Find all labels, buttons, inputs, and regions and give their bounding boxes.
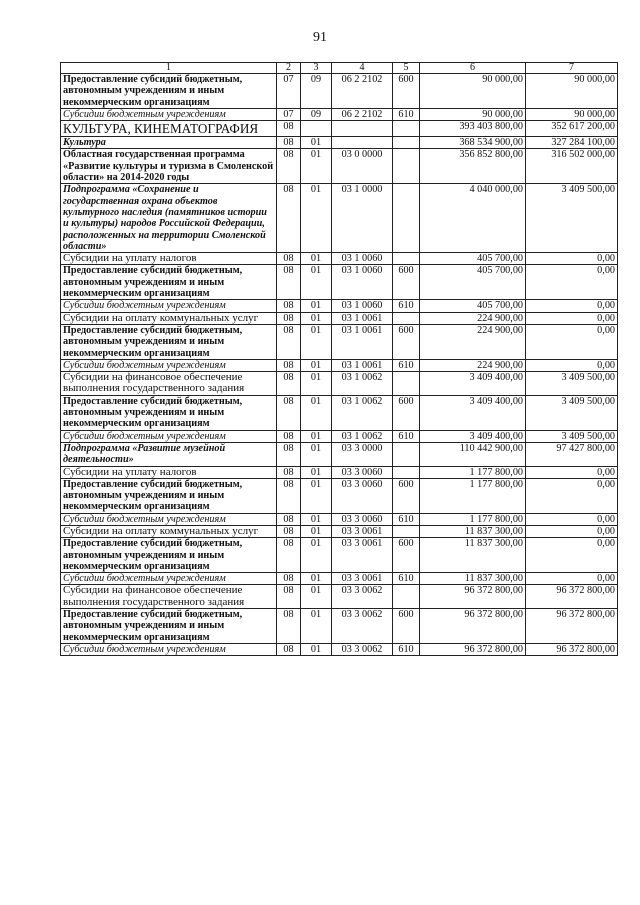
row-expense-type-cell: 600 xyxy=(393,609,420,644)
page-number: 91 xyxy=(313,30,327,45)
row-expense-type-cell xyxy=(393,137,420,149)
row-amount-2-cell: 3 409 500,00 xyxy=(526,430,618,442)
table-row xyxy=(61,525,618,537)
row-section-cell: 08 xyxy=(277,395,301,430)
row-subsection-cell: 01 xyxy=(301,324,332,359)
row-name-cell: Субсидии бюджетным учреждениям xyxy=(61,359,277,371)
row-section-cell: 08 xyxy=(277,430,301,442)
table-row xyxy=(61,253,618,265)
row-section-cell: 08 xyxy=(277,573,301,585)
row-amount-1-cell: 90 000,00 xyxy=(420,108,526,120)
row-amount-2-cell: 90 000,00 xyxy=(526,74,618,109)
table-row xyxy=(61,466,618,478)
row-subsection-cell: 01 xyxy=(301,372,332,396)
row-target-article-cell xyxy=(332,137,393,149)
row-section-cell: 08 xyxy=(277,513,301,525)
row-amount-2-cell: 0,00 xyxy=(526,265,618,300)
row-amount-1-cell: 90 000,00 xyxy=(420,74,526,109)
row-subsection-cell: 01 xyxy=(301,253,332,265)
row-name-cell: КУЛЬТУРА, КИНЕМАТОГРАФИЯ xyxy=(61,121,277,137)
row-subsection-cell: 01 xyxy=(301,573,332,585)
row-expense-type-cell xyxy=(393,466,420,478)
row-amount-2-cell: 0,00 xyxy=(526,525,618,537)
row-name-cell: Предоставление субсидий бюджетным, автономным учреждениям и иным некоммерческим организациям xyxy=(61,478,277,513)
row-name-cell: Субсидии на финансовое обеспечение выполнения государственного задания xyxy=(61,585,277,609)
row-amount-2-cell: 96 372 800,00 xyxy=(526,609,618,644)
table-row xyxy=(61,395,618,430)
row-section-cell: 08 xyxy=(277,372,301,396)
row-amount-1-cell: 224 900,00 xyxy=(420,359,526,371)
row-subsection-cell: 01 xyxy=(301,466,332,478)
row-target-article-cell: 03 3 0060 xyxy=(332,466,393,478)
row-subsection-cell: 01 xyxy=(301,525,332,537)
row-target-article-cell: 03 1 0062 xyxy=(332,372,393,396)
row-subsection-cell: 01 xyxy=(301,513,332,525)
row-amount-1-cell: 393 403 800,00 xyxy=(420,121,526,137)
header-cell: 3 xyxy=(301,63,332,74)
row-subsection-cell: 09 xyxy=(301,74,332,109)
row-section-cell: 08 xyxy=(277,585,301,609)
row-amount-2-cell: 0,00 xyxy=(526,538,618,573)
row-name-cell: Предоставление субсидий бюджетным, автономным учреждениям и иным некоммерческим организациям xyxy=(61,395,277,430)
row-amount-1-cell: 405 700,00 xyxy=(420,300,526,312)
row-amount-1-cell: 1 177 800,00 xyxy=(420,478,526,513)
row-amount-2-cell: 0,00 xyxy=(526,478,618,513)
row-section-cell: 08 xyxy=(277,525,301,537)
row-expense-type-cell xyxy=(393,121,420,137)
row-expense-type-cell: 610 xyxy=(393,643,420,655)
row-target-article-cell: 03 3 0061 xyxy=(332,525,393,537)
row-name-cell: Подпрограмма «Сохранение и государственная охрана объектов культурного наследия (памятников истории и культуры) народов Российской Федерации, расположенных на территории Смоленской области» xyxy=(61,184,277,253)
row-target-article-cell: 03 3 0061 xyxy=(332,573,393,585)
row-amount-2-cell: 0,00 xyxy=(526,324,618,359)
row-expense-type-cell: 600 xyxy=(393,395,420,430)
row-section-cell: 08 xyxy=(277,442,301,466)
row-section-cell: 08 xyxy=(277,121,301,137)
row-section-cell: 07 xyxy=(277,108,301,120)
table-row xyxy=(61,74,618,109)
row-amount-2-cell: 3 409 500,00 xyxy=(526,184,618,253)
row-target-article-cell: 03 1 0061 xyxy=(332,359,393,371)
row-target-article-cell: 03 3 0060 xyxy=(332,478,393,513)
row-expense-type-cell xyxy=(393,253,420,265)
row-target-article-cell: 03 1 0062 xyxy=(332,430,393,442)
row-target-article-cell: 03 1 0062 xyxy=(332,395,393,430)
table-row xyxy=(61,478,618,513)
row-expense-type-cell xyxy=(393,184,420,253)
row-section-cell: 08 xyxy=(277,300,301,312)
row-amount-2-cell: 90 000,00 xyxy=(526,108,618,120)
row-expense-type-cell: 610 xyxy=(393,430,420,442)
row-section-cell: 08 xyxy=(277,359,301,371)
row-expense-type-cell: 600 xyxy=(393,324,420,359)
row-name-cell: Субсидии бюджетным учреждениям xyxy=(61,573,277,585)
row-amount-1-cell: 3 409 400,00 xyxy=(420,430,526,442)
row-amount-2-cell: 0,00 xyxy=(526,466,618,478)
table-row xyxy=(61,513,618,525)
row-target-article-cell: 03 1 0060 xyxy=(332,300,393,312)
row-amount-1-cell: 405 700,00 xyxy=(420,253,526,265)
row-subsection-cell: 01 xyxy=(301,312,332,324)
table-row xyxy=(61,149,618,184)
row-name-cell: Субсидии бюджетным учреждениям xyxy=(61,643,277,655)
row-name-cell: Субсидии бюджетным учреждениям xyxy=(61,108,277,120)
header-cell: 7 xyxy=(526,63,618,74)
row-section-cell: 08 xyxy=(277,478,301,513)
row-amount-1-cell: 1 177 800,00 xyxy=(420,513,526,525)
row-target-article-cell: 03 1 0000 xyxy=(332,184,393,253)
row-target-article-cell: 03 3 0061 xyxy=(332,538,393,573)
header-cell: 4 xyxy=(332,63,393,74)
row-amount-1-cell: 224 900,00 xyxy=(420,312,526,324)
row-subsection-cell: 01 xyxy=(301,478,332,513)
table-row xyxy=(61,442,618,466)
row-amount-2-cell: 0,00 xyxy=(526,312,618,324)
row-amount-1-cell: 110 442 900,00 xyxy=(420,442,526,466)
row-amount-1-cell: 4 040 000,00 xyxy=(420,184,526,253)
row-amount-1-cell: 356 852 800,00 xyxy=(420,149,526,184)
row-amount-1-cell: 11 837 300,00 xyxy=(420,525,526,537)
row-target-article-cell: 03 3 0060 xyxy=(332,513,393,525)
row-name-cell: Субсидии на оплату коммунальных услуг xyxy=(61,312,277,324)
row-section-cell: 08 xyxy=(277,466,301,478)
table-row xyxy=(61,372,618,396)
row-subsection-cell: 01 xyxy=(301,442,332,466)
row-expense-type-cell: 600 xyxy=(393,478,420,513)
row-subsection-cell: 09 xyxy=(301,108,332,120)
table-row xyxy=(61,573,618,585)
row-target-article-cell: 03 1 0060 xyxy=(332,253,393,265)
row-target-article-cell xyxy=(332,121,393,137)
row-amount-1-cell: 96 372 800,00 xyxy=(420,609,526,644)
table-row xyxy=(61,184,618,253)
row-section-cell: 08 xyxy=(277,253,301,265)
row-amount-2-cell: 3 409 500,00 xyxy=(526,395,618,430)
table-header-row xyxy=(61,63,618,74)
row-section-cell: 08 xyxy=(277,312,301,324)
row-subsection-cell xyxy=(301,121,332,137)
row-amount-2-cell: 0,00 xyxy=(526,300,618,312)
row-name-cell: Предоставление субсидий бюджетным, автономным учреждениям и иным некоммерческим организациям xyxy=(61,609,277,644)
row-target-article-cell: 06 2 2102 xyxy=(332,108,393,120)
row-name-cell: Культура xyxy=(61,137,277,149)
header-cell: 2 xyxy=(277,63,301,74)
row-name-cell: Субсидии бюджетным учреждениям xyxy=(61,513,277,525)
row-amount-1-cell: 224 900,00 xyxy=(420,324,526,359)
table-row xyxy=(61,312,618,324)
row-subsection-cell: 01 xyxy=(301,430,332,442)
row-section-cell: 08 xyxy=(277,137,301,149)
row-section-cell: 08 xyxy=(277,538,301,573)
row-name-cell: Предоставление субсидий бюджетным, автономным учреждениям и иным некоммерческим организациям xyxy=(61,538,277,573)
table-row xyxy=(61,108,618,120)
row-section-cell: 08 xyxy=(277,643,301,655)
row-target-article-cell: 03 0 0000 xyxy=(332,149,393,184)
row-expense-type-cell: 600 xyxy=(393,74,420,109)
row-name-cell: Субсидии бюджетным учреждениям xyxy=(61,430,277,442)
row-subsection-cell: 01 xyxy=(301,359,332,371)
row-expense-type-cell xyxy=(393,312,420,324)
row-expense-type-cell xyxy=(393,149,420,184)
row-name-cell: Субсидии на уплату налогов xyxy=(61,466,277,478)
row-expense-type-cell: 610 xyxy=(393,300,420,312)
row-subsection-cell: 01 xyxy=(301,609,332,644)
row-name-cell: Областная государственная программа «Развитие культуры и туризма в Смоленской области» на 2014-2020 годы xyxy=(61,149,277,184)
table-row xyxy=(61,121,618,137)
row-target-article-cell: 03 1 0061 xyxy=(332,324,393,359)
row-amount-2-cell: 0,00 xyxy=(526,359,618,371)
row-expense-type-cell xyxy=(393,585,420,609)
table-row xyxy=(61,643,618,655)
table-row xyxy=(61,324,618,359)
row-expense-type-cell: 610 xyxy=(393,513,420,525)
row-target-article-cell: 03 3 0062 xyxy=(332,585,393,609)
budget-table xyxy=(60,62,618,656)
row-amount-2-cell: 316 502 000,00 xyxy=(526,149,618,184)
table-row xyxy=(61,137,618,149)
row-amount-1-cell: 368 534 900,00 xyxy=(420,137,526,149)
header-cell: 1 xyxy=(61,63,277,74)
row-expense-type-cell xyxy=(393,525,420,537)
row-section-cell: 08 xyxy=(277,149,301,184)
table-row xyxy=(61,265,618,300)
row-subsection-cell: 01 xyxy=(301,395,332,430)
row-amount-1-cell: 3 409 400,00 xyxy=(420,395,526,430)
row-name-cell: Подпрограмма «Развитие музейной деятельности» xyxy=(61,442,277,466)
row-amount-1-cell: 11 837 300,00 xyxy=(420,573,526,585)
row-name-cell: Субсидии на финансовое обеспечение выполнения государственного задания xyxy=(61,372,277,396)
row-section-cell: 08 xyxy=(277,609,301,644)
row-target-article-cell: 03 3 0000 xyxy=(332,442,393,466)
row-amount-2-cell: 352 617 200,00 xyxy=(526,121,618,137)
table-row xyxy=(61,585,618,609)
row-subsection-cell: 01 xyxy=(301,137,332,149)
row-amount-2-cell: 3 409 500,00 xyxy=(526,372,618,396)
row-amount-2-cell: 97 427 800,00 xyxy=(526,442,618,466)
table-row xyxy=(61,430,618,442)
row-subsection-cell: 01 xyxy=(301,643,332,655)
row-target-article-cell: 03 1 0060 xyxy=(332,265,393,300)
row-subsection-cell: 01 xyxy=(301,300,332,312)
row-amount-2-cell: 0,00 xyxy=(526,253,618,265)
row-name-cell: Субсидии на уплату налогов xyxy=(61,253,277,265)
row-target-article-cell: 06 2 2102 xyxy=(332,74,393,109)
row-amount-1-cell: 3 409 400,00 xyxy=(420,372,526,396)
row-amount-1-cell: 11 837 300,00 xyxy=(420,538,526,573)
row-amount-1-cell: 96 372 800,00 xyxy=(420,585,526,609)
row-amount-1-cell: 96 372 800,00 xyxy=(420,643,526,655)
row-name-cell: Предоставление субсидий бюджетным, автономным учреждениям и иным некоммерческим организациям xyxy=(61,265,277,300)
row-name-cell: Субсидии бюджетным учреждениям xyxy=(61,300,277,312)
row-section-cell: 07 xyxy=(277,74,301,109)
row-expense-type-cell: 600 xyxy=(393,265,420,300)
row-expense-type-cell: 610 xyxy=(393,573,420,585)
row-section-cell: 08 xyxy=(277,324,301,359)
row-expense-type-cell: 610 xyxy=(393,359,420,371)
row-subsection-cell: 01 xyxy=(301,149,332,184)
header-cell: 5 xyxy=(393,63,420,74)
table-row xyxy=(61,538,618,573)
table-row xyxy=(61,300,618,312)
row-amount-2-cell: 0,00 xyxy=(526,513,618,525)
row-subsection-cell: 01 xyxy=(301,585,332,609)
row-amount-2-cell: 327 284 100,00 xyxy=(526,137,618,149)
row-amount-2-cell: 96 372 800,00 xyxy=(526,585,618,609)
header-cell: 6 xyxy=(420,63,526,74)
row-amount-2-cell: 0,00 xyxy=(526,573,618,585)
row-subsection-cell: 01 xyxy=(301,184,332,253)
row-target-article-cell: 03 3 0062 xyxy=(332,609,393,644)
row-expense-type-cell xyxy=(393,372,420,396)
row-name-cell: Предоставление субсидий бюджетным, автономным учреждениям и иным некоммерческим организациям xyxy=(61,324,277,359)
row-section-cell: 08 xyxy=(277,184,301,253)
row-subsection-cell: 01 xyxy=(301,265,332,300)
row-expense-type-cell: 610 xyxy=(393,108,420,120)
row-amount-1-cell: 1 177 800,00 xyxy=(420,466,526,478)
row-name-cell: Предоставление субсидий бюджетным, автономным учреждениям и иным некоммерческим организациям xyxy=(61,74,277,109)
table-row xyxy=(61,609,618,644)
row-target-article-cell: 03 3 0062 xyxy=(332,643,393,655)
row-expense-type-cell xyxy=(393,442,420,466)
table-row xyxy=(61,359,618,371)
row-target-article-cell: 03 1 0061 xyxy=(332,312,393,324)
row-amount-1-cell: 405 700,00 xyxy=(420,265,526,300)
row-amount-2-cell: 96 372 800,00 xyxy=(526,643,618,655)
row-expense-type-cell: 600 xyxy=(393,538,420,573)
row-section-cell: 08 xyxy=(277,265,301,300)
row-subsection-cell: 01 xyxy=(301,538,332,573)
row-name-cell: Субсидии на оплату коммунальных услуг xyxy=(61,525,277,537)
